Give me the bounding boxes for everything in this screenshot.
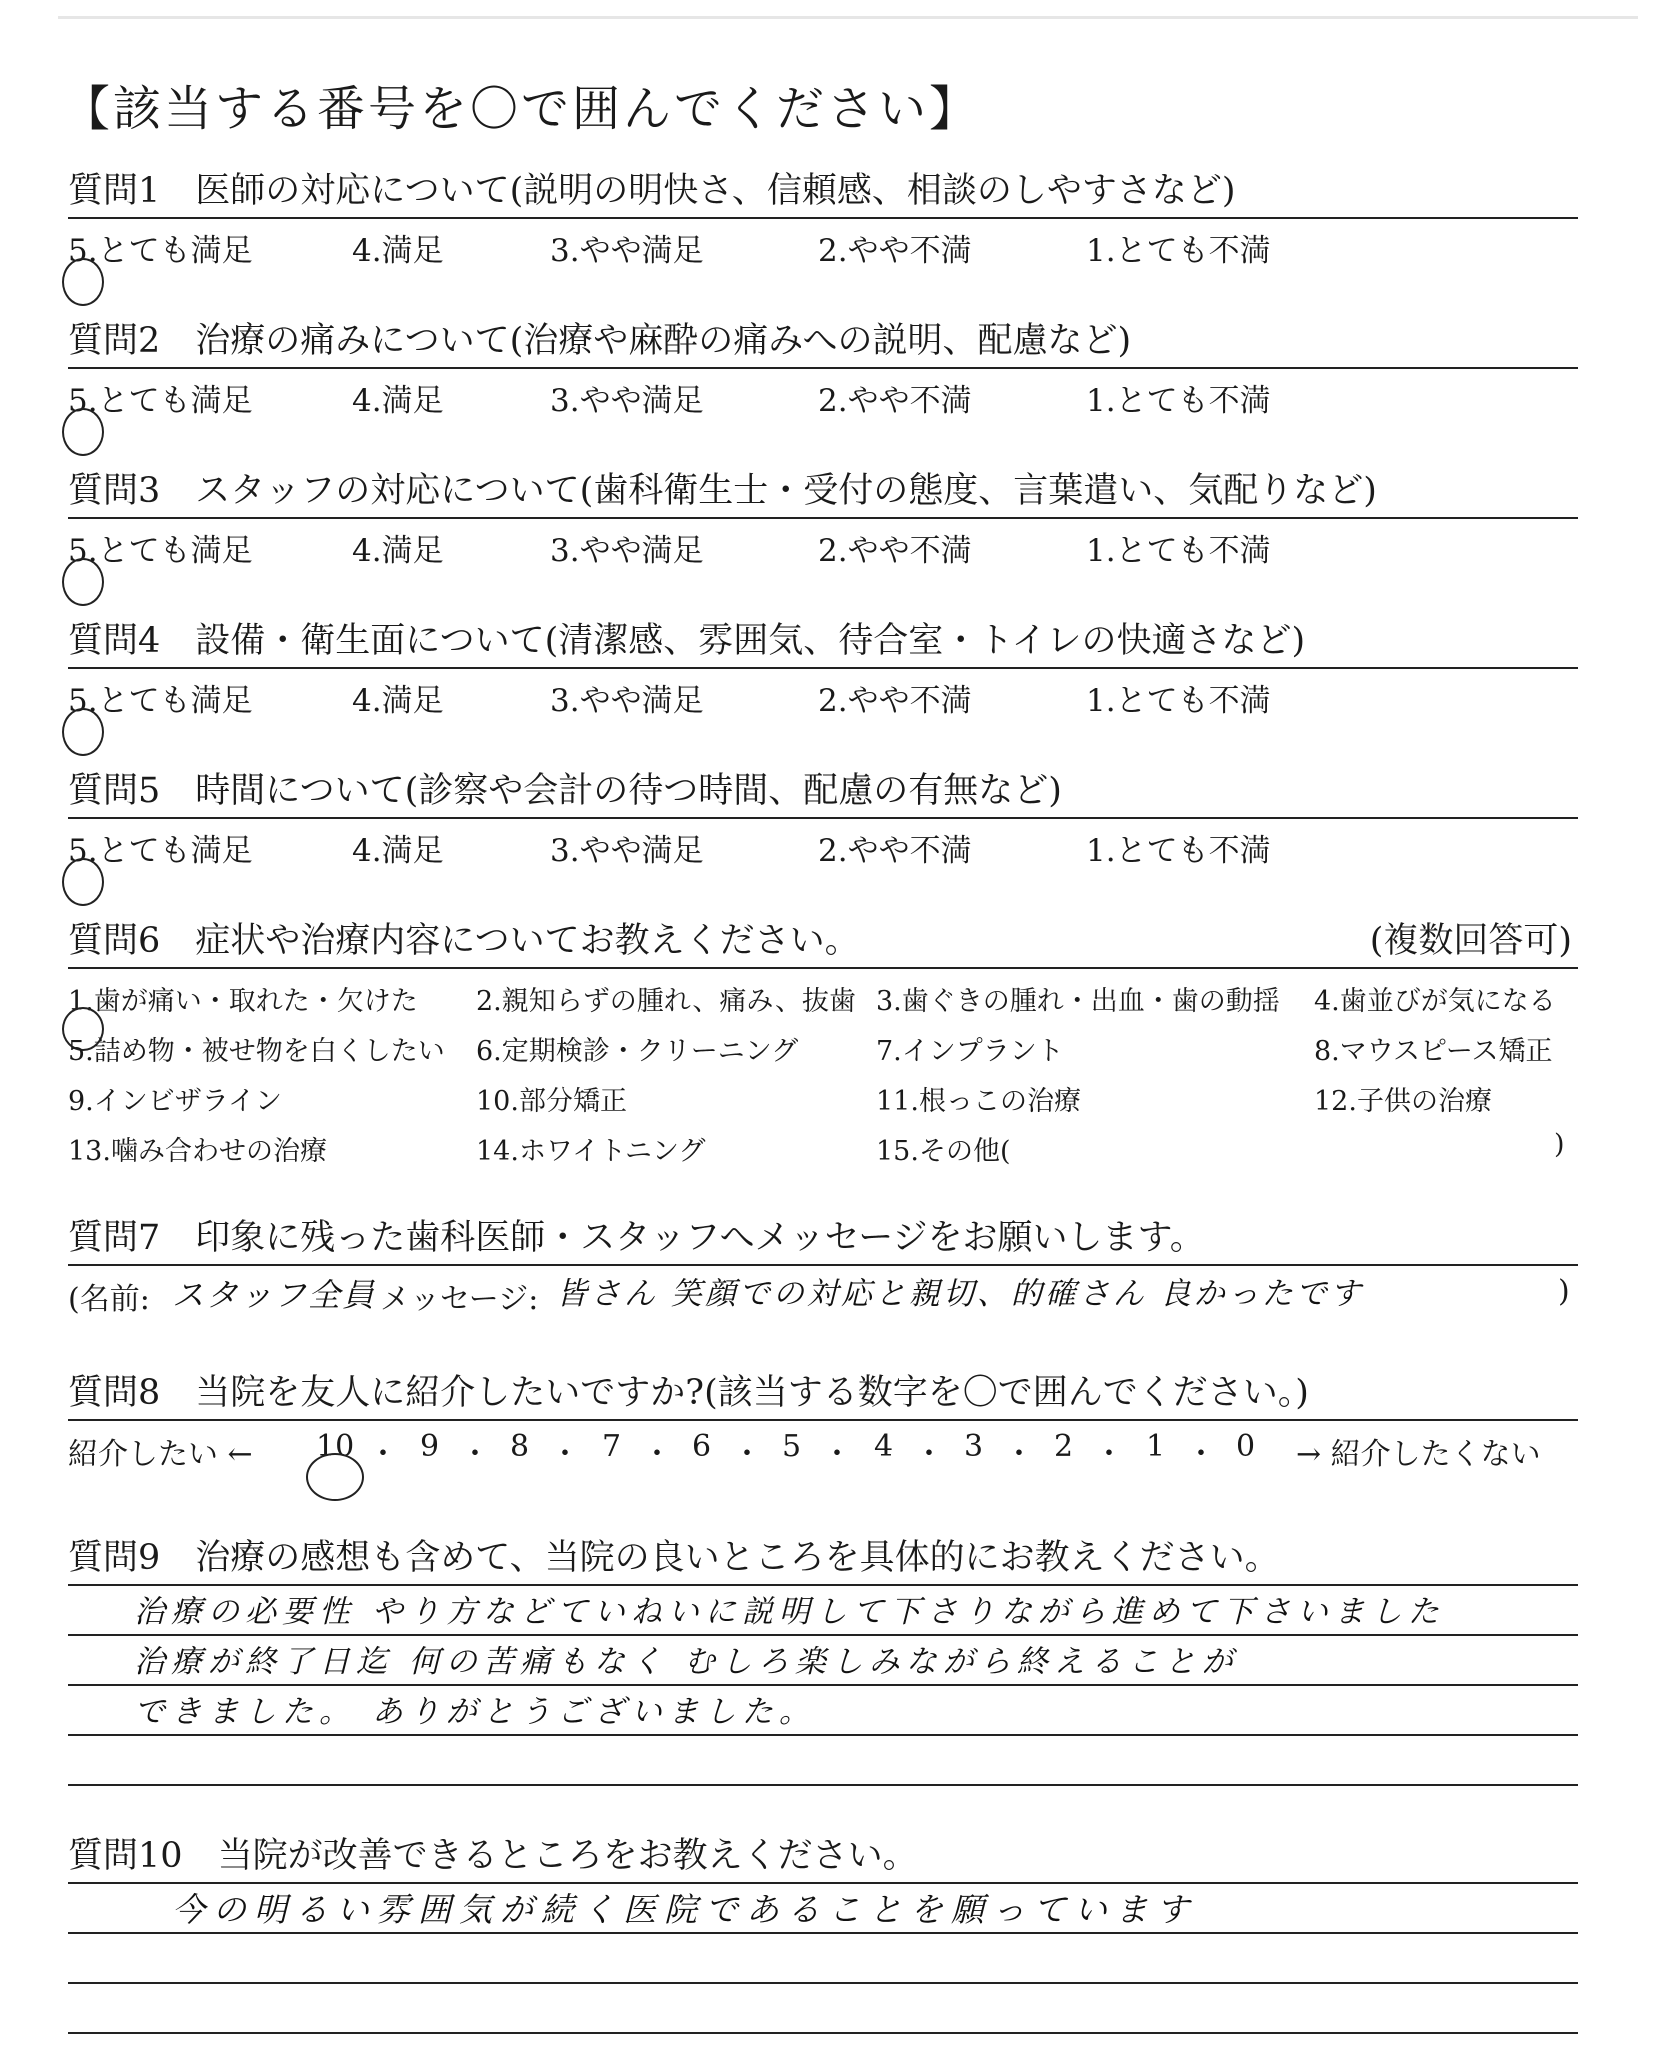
q8-dot: ・ bbox=[1186, 1437, 1216, 1472]
q4-option-5[interactable]: 5.とても満足 bbox=[68, 675, 253, 720]
q1-option-1[interactable]: 1.とても不満 bbox=[1086, 233, 1271, 269]
q8-scale-8[interactable]: 8 bbox=[510, 1429, 530, 1464]
q8-dot: ・ bbox=[642, 1437, 672, 1472]
q8-dot: ・ bbox=[550, 1437, 580, 1472]
q8-dot: ・ bbox=[914, 1437, 944, 1472]
question-10-title: 質問10 当院が改善できるところをお教えください。 bbox=[68, 1836, 918, 1876]
q5-option-2[interactable]: 2.やや不満 bbox=[818, 833, 972, 869]
q1-option-3[interactable]: 3.やや満足 bbox=[550, 233, 704, 269]
q8-right-label: → 紹介したくない bbox=[1296, 1437, 1541, 1472]
q9-answer-line-4 bbox=[68, 1734, 1578, 1736]
question-2-rule bbox=[68, 367, 1578, 369]
page-title: 【該当する番号を〇で囲んでください】 bbox=[62, 81, 981, 137]
q6-option-9[interactable]: 9.インビザライン bbox=[68, 1086, 282, 1117]
q6-option-1[interactable]: 1.歯が痛い・取れた・欠けた bbox=[68, 979, 418, 1018]
q6-option-10[interactable]: 10.部分矯正 bbox=[476, 1086, 627, 1117]
q7-message-value: 皆さん 笑顔での対応と親切、的確さん 良かったです bbox=[556, 1276, 1364, 1312]
question-8-title: 質問8 当院を友人に紹介したいですか?(該当する数字を〇で囲んでください。) bbox=[68, 1373, 1309, 1413]
q6-option-8[interactable]: 8.マウスピース矯正 bbox=[1314, 1036, 1553, 1067]
question-1-title: 質問1 医師の対応について(説明の明快さ、信頼感、相談のしやすさなど) bbox=[68, 171, 1236, 211]
q3-option-2[interactable]: 2.やや不満 bbox=[818, 533, 972, 569]
q6-option-13[interactable]: 13.噛み合わせの治療 bbox=[68, 1136, 327, 1167]
q2-option-1[interactable]: 1.とても不満 bbox=[1086, 383, 1271, 419]
q8-dot: ・ bbox=[1094, 1437, 1124, 1472]
question-2-title: 質問2 治療の痛みについて(治療や麻酔の痛みへの説明、配慮など) bbox=[68, 321, 1132, 361]
q2-option-5[interactable]: 5.とても満足 bbox=[68, 375, 253, 420]
q8-scale-2[interactable]: 2 bbox=[1054, 1429, 1074, 1464]
hand-circle-mark bbox=[62, 858, 104, 906]
q10-answer-line-2 bbox=[68, 1932, 1578, 1934]
q4-option-2[interactable]: 2.やや不満 bbox=[818, 683, 972, 719]
q8-left-label: 紹介したい ← bbox=[68, 1437, 253, 1472]
q8-dot: ・ bbox=[460, 1437, 490, 1472]
q6-option-2[interactable]: 2.親知らずの腫れ、痛み、抜歯 bbox=[476, 986, 857, 1017]
question-8-rule bbox=[68, 1419, 1578, 1421]
question-5-rule bbox=[68, 817, 1578, 819]
q8-scale-5[interactable]: 5 bbox=[782, 1429, 802, 1464]
q8-scale-4[interactable]: 4 bbox=[874, 1429, 894, 1464]
q6-option-11[interactable]: 11.根っこの治療 bbox=[876, 1086, 1081, 1117]
q2-option-3[interactable]: 3.やや満足 bbox=[550, 383, 704, 419]
question-1-rule bbox=[68, 217, 1578, 219]
hand-circle-mark bbox=[62, 408, 104, 456]
q8-dot: ・ bbox=[1004, 1437, 1034, 1472]
q6-option-15-close: ) bbox=[1554, 1129, 1565, 1160]
q8-scale-10[interactable]: 10 bbox=[316, 1429, 354, 1464]
q6-option-4[interactable]: 4.歯並びが気になる bbox=[1314, 986, 1556, 1017]
hand-circle-mark bbox=[306, 1453, 364, 1501]
q7-close-paren: ) bbox=[1558, 1274, 1570, 1309]
q6-option-12[interactable]: 12.子供の治療 bbox=[1314, 1086, 1492, 1117]
q6-option-7[interactable]: 7.インプラント bbox=[876, 1036, 1064, 1067]
q3-option-5[interactable]: 5.とても満足 bbox=[68, 525, 253, 570]
question-6-note: (複数回答可) bbox=[1369, 921, 1572, 961]
hand-circle-mark bbox=[62, 708, 104, 756]
question-3-rule bbox=[68, 517, 1578, 519]
q8-dot: ・ bbox=[368, 1437, 398, 1472]
scan-top-edge bbox=[58, 16, 1638, 19]
q1-option-2[interactable]: 2.やや不満 bbox=[818, 233, 972, 269]
question-7-rule bbox=[68, 1264, 1578, 1266]
question-4-title: 質問4 設備・衛生面について(清潔感、雰囲気、待合室・トイレの快適さなど) bbox=[68, 621, 1306, 661]
q4-option-1[interactable]: 1.とても不満 bbox=[1086, 683, 1271, 719]
q3-option-1[interactable]: 1.とても不満 bbox=[1086, 533, 1271, 569]
q10-handwriting-line-1: 今の明るい雰囲気が続く医院であることを願っています bbox=[172, 1890, 1197, 1929]
q4-option-3[interactable]: 3.やや満足 bbox=[550, 683, 704, 719]
question-6-rule bbox=[68, 967, 1578, 969]
q10-answer-line-3 bbox=[68, 1982, 1578, 1984]
q2-option-4[interactable]: 4.満足 bbox=[352, 383, 444, 419]
q6-option-6[interactable]: 6.定期検診・クリーニング bbox=[476, 1036, 799, 1067]
q3-option-4[interactable]: 4.満足 bbox=[352, 533, 444, 569]
q9-handwriting-line-1: 治療の必要性 やり方などていねいに説明して下さりながら進めて下さいました bbox=[134, 1594, 1445, 1630]
q9-answer-line-5 bbox=[68, 1784, 1578, 1786]
question-6-title: 質問6 症状や治療内容についてお教えください。 bbox=[68, 921, 860, 961]
q5-option-5[interactable]: 5.とても満足 bbox=[68, 825, 253, 870]
q8-scale-3[interactable]: 3 bbox=[964, 1429, 984, 1464]
q6-option-5[interactable]: 5.詰め物・被せ物を白くしたい bbox=[68, 1036, 445, 1067]
q8-scale-1[interactable]: 1 bbox=[1146, 1429, 1166, 1464]
question-4-rule bbox=[68, 667, 1578, 669]
q7-message-label: メッセージ: bbox=[380, 1282, 539, 1317]
q10-answer-line-4 bbox=[68, 2032, 1578, 2034]
q8-scale-7[interactable]: 7 bbox=[602, 1429, 622, 1464]
q7-name-value: スタッフ全員 bbox=[172, 1276, 377, 1314]
question-3-title: 質問3 スタッフの対応について(歯科衛生士・受付の態度、言葉遣い、気配りなど) bbox=[68, 471, 1377, 511]
q5-option-4[interactable]: 4.満足 bbox=[352, 833, 444, 869]
q6-option-14[interactable]: 14.ホワイトニング bbox=[476, 1136, 706, 1167]
q4-option-4[interactable]: 4.満足 bbox=[352, 683, 444, 719]
q1-option-5[interactable]: 5.とても満足 bbox=[68, 225, 253, 270]
q5-option-3[interactable]: 3.やや満足 bbox=[550, 833, 704, 869]
q8-scale-0[interactable]: 0 bbox=[1236, 1429, 1256, 1464]
q9-handwriting-line-3: できました。 ありがとうございました。 bbox=[134, 1694, 816, 1730]
q2-option-2[interactable]: 2.やや不満 bbox=[818, 383, 972, 419]
q6-option-3[interactable]: 3.歯ぐきの腫れ・出血・歯の動揺 bbox=[876, 986, 1280, 1017]
q3-option-3[interactable]: 3.やや満足 bbox=[550, 533, 704, 569]
question-9-title: 質問9 治療の感想も含めて、当院の良いところを具体的にお教えください。 bbox=[68, 1538, 1280, 1578]
q8-scale-9[interactable]: 9 bbox=[420, 1429, 440, 1464]
q6-option-15[interactable]: 15.その他( bbox=[876, 1136, 1011, 1167]
hand-circle-mark bbox=[62, 558, 104, 606]
q8-dot: ・ bbox=[732, 1437, 762, 1472]
question-5-title: 質問5 時間について(診察や会計の待つ時間、配慮の有無など) bbox=[68, 771, 1062, 811]
q1-option-4[interactable]: 4.満足 bbox=[352, 233, 444, 269]
question-7-title: 質問7 印象に残った歯科医師・スタッフへメッセージをお願いします。 bbox=[68, 1218, 1205, 1258]
q5-option-1[interactable]: 1.とても不満 bbox=[1086, 833, 1271, 869]
q9-handwriting-line-2: 治療が終了日迄 何の苦痛もなく むしろ楽しみながら終えることが bbox=[134, 1644, 1239, 1680]
hand-circle-mark bbox=[62, 258, 104, 306]
q8-scale-6[interactable]: 6 bbox=[692, 1429, 712, 1464]
q7-name-label: (名前: bbox=[68, 1282, 150, 1317]
q8-dot: ・ bbox=[822, 1437, 852, 1472]
